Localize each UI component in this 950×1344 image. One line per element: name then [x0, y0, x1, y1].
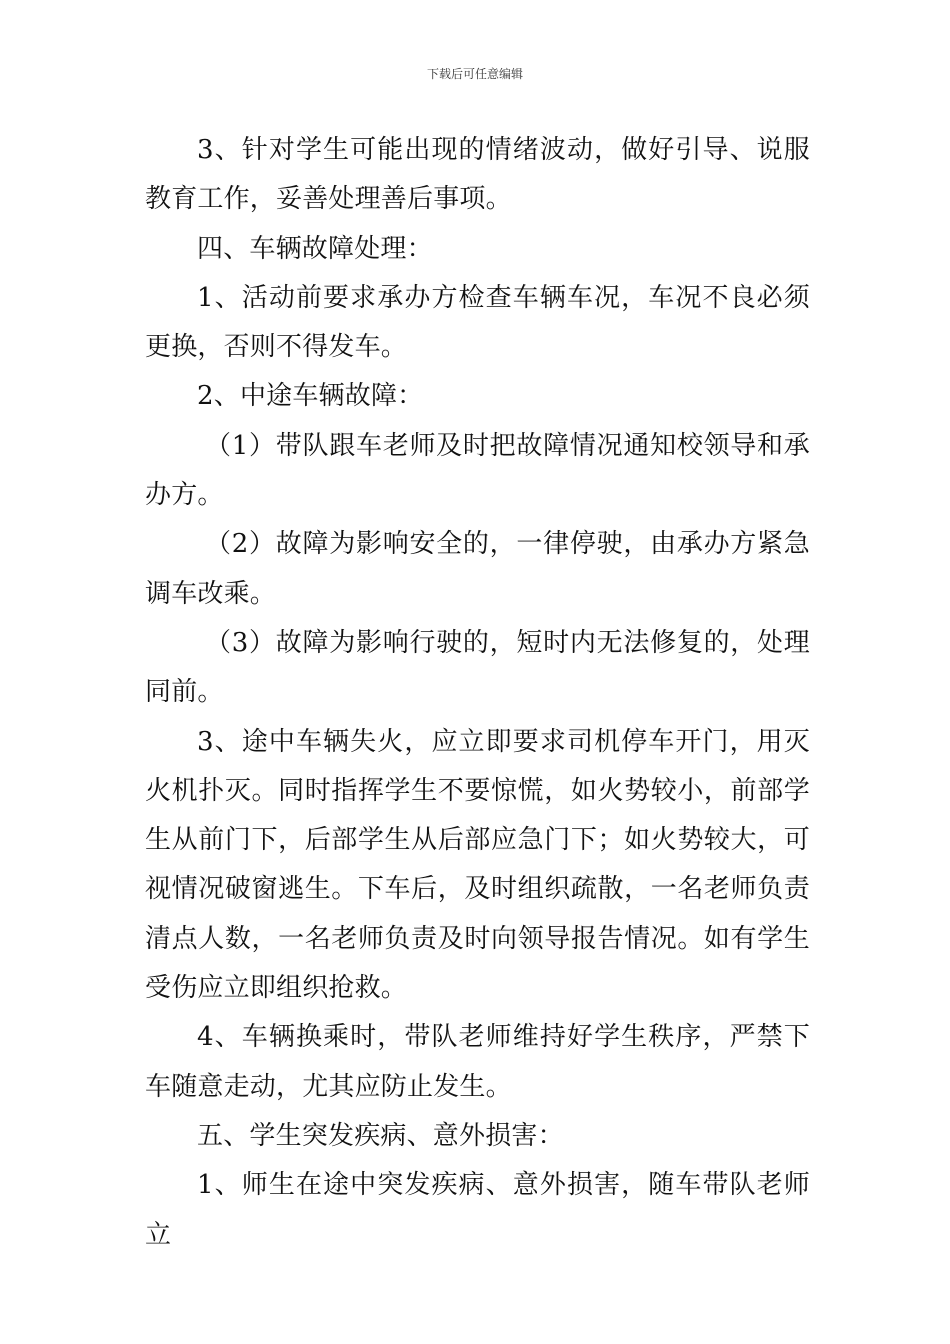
section-heading-4: 四、车辆故障处理：: [197, 233, 433, 264]
section-heading-5: 五、学生突发疾病、意外损害：: [197, 1120, 564, 1151]
document-body: [145, 126, 810, 1260]
paragraph-9: 1、师生在途中突发疾病、意外损害，随车带队老师立: [145, 1170, 810, 1250]
paragraph-1: 3、针对学生可能出现的情绪波动，做好引导、说服教育工作，妥善处理善后事项。: [145, 135, 810, 215]
paragraph-6: （3）故障为影响行驶的，短时内无法修复的，处理同前。: [145, 627, 810, 708]
paragraph-5: （2）故障为影响安全的，一律停驶，由承办方紧急调车改乘。: [145, 529, 810, 609]
paragraph-4: （1）带队跟车老师及时把故障情况通知校领导和承办方。: [145, 430, 810, 511]
paragraph-7: 3、途中车辆失火，应立即要求司机停车开门，用灭火机扑灭。同时指挥学生不要惊慌，如火势较小，前部学生从前门下，后部学生从后部应急门下；如火势较大，可视情况破窗逃生。下车后，及时组织疏散，一名老师负责清点人数，一名老师负责及时向领导报告情况。如有学生受伤应立即组织抢救。: [145, 726, 810, 1004]
paragraph-3: 2、中途车辆故障：: [197, 381, 424, 412]
paragraph-2: 1、活动前要求承办方检查车辆车况，车况不良必须更换，否则不得发车。: [145, 282, 810, 363]
paragraph-8: 4、车辆换乘时，带队老师维持好学生秩序，严禁下车随意走动，尤其应防止发生。: [145, 1022, 810, 1102]
page-header-note: 下载后可任意编辑: [426, 67, 523, 81]
